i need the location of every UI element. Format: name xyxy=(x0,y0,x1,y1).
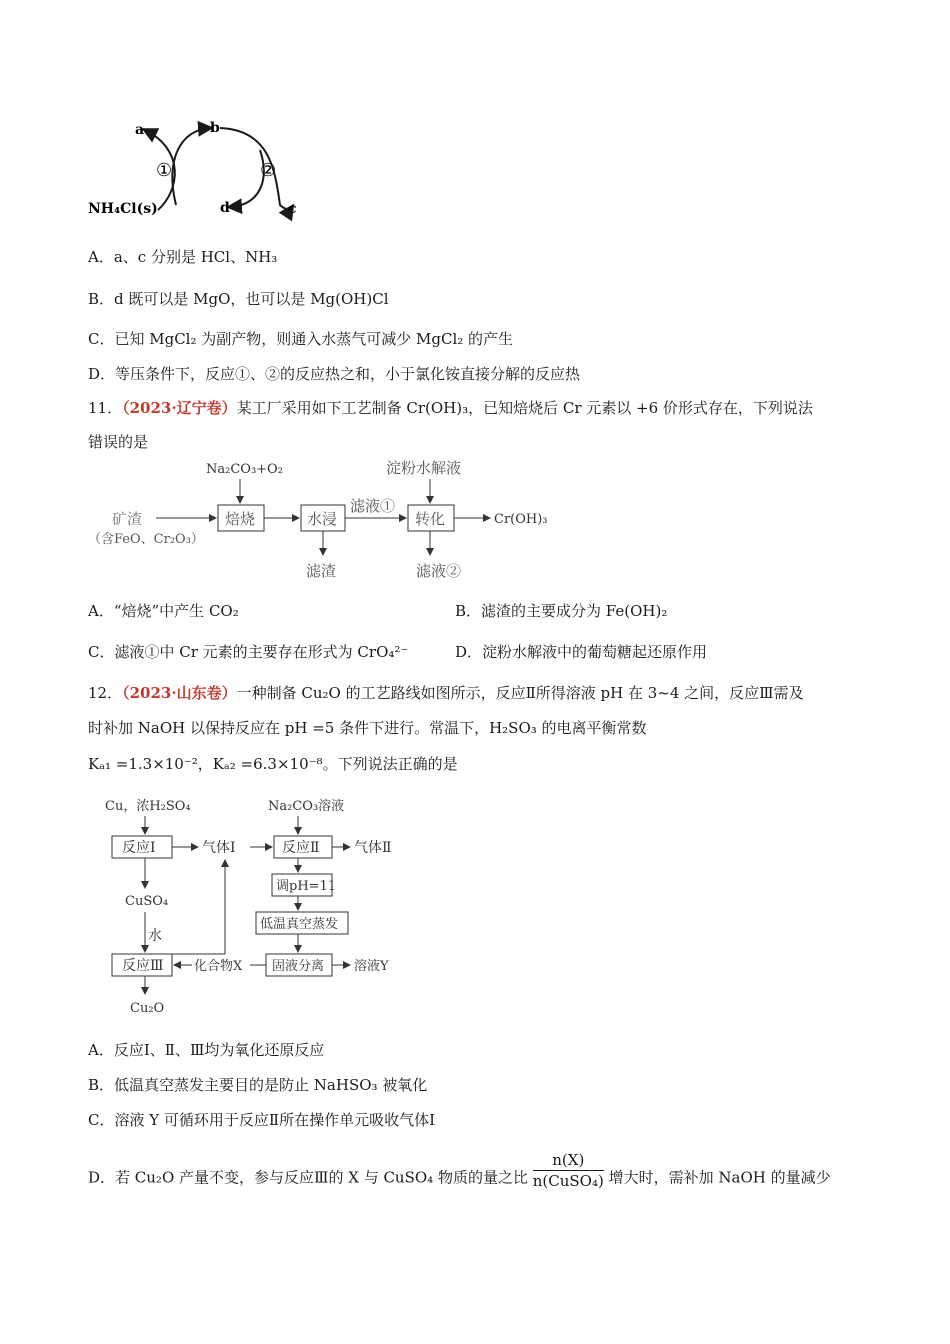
q12-cmpX: 化合物X xyxy=(194,959,243,974)
q12-solY: 溶液Y xyxy=(354,959,389,974)
q12-gas1: 气体Ⅰ xyxy=(202,840,236,856)
q12-r2-label: 反应Ⅱ xyxy=(282,840,320,856)
q12-option-d xyxy=(88,1151,831,1199)
q10-option-c: C．已知 MgCl₂ 为副产物，则通入水蒸气可减少 MgCl₂ 的产生 xyxy=(88,330,514,348)
label-a: a xyxy=(135,122,145,138)
arc-d xyxy=(230,150,264,207)
q11-option-b: B．滤渣的主要成分为 Fe(OH)₂ xyxy=(455,602,668,620)
label-step2: ② xyxy=(260,160,277,181)
q12-source: （2023·山东卷） xyxy=(122,684,237,702)
nh4cl-cycle-diagram xyxy=(80,110,320,225)
q11-option-c: C．滤液①中 Cr 元素的主要存在形式为 CrO₄²⁻ xyxy=(88,643,409,661)
q11-out1: 滤渣 xyxy=(306,562,337,580)
q12-option-a: A．反应Ⅰ、Ⅱ、Ⅲ均为氧化还原反应 xyxy=(88,1041,325,1059)
label-b: b xyxy=(210,120,220,136)
q12-gas2: 气体Ⅱ xyxy=(354,840,392,856)
q12-ph-label: 调pH=11 xyxy=(276,879,337,894)
label-reactant: NH₄Cl(s) xyxy=(88,201,158,217)
q10-option-a: A．a、c 分别是 HCl、NH₃ xyxy=(88,248,278,266)
q11-stem-text: 某工厂采用如下工艺制备 Cr(OH)₃，已知焙烧后 Cr 元素以 +6 价形式存在，下列说法 xyxy=(236,399,813,417)
q11-box3-label: 转化 xyxy=(415,510,446,528)
q11-raw1: 矿渣 xyxy=(112,510,143,528)
q12-option-d-pre: D．若 Cu₂O 产量不变，参与反应Ⅲ的 X 与 CuSO₄ 物质的量之比 xyxy=(88,1168,528,1187)
q12-in1: Cu，浓H₂SO₄ xyxy=(105,799,191,814)
arc-b xyxy=(172,128,210,205)
label-step1: ① xyxy=(156,160,173,181)
label-d: d xyxy=(220,200,230,216)
q11-stem-line2: 错误的是 xyxy=(88,433,149,451)
q12-r1-label: 反应Ⅰ xyxy=(122,840,156,856)
q11-option-a: A．“焙烧”中产生 CO₂ xyxy=(88,602,239,620)
q12-ratio-numerator: n(X) xyxy=(533,1150,604,1171)
q11-source: （2023·辽宁卷） xyxy=(122,399,237,417)
q10-option-d: D．等压条件下，反应①、②的反应热之和，小于氯化铵直接分解的反应热 xyxy=(88,365,581,383)
arc-step2 xyxy=(220,128,292,209)
q12-ratio-denominator: n(CuSO₄) xyxy=(532,1172,604,1190)
q12-r3-label: 反应Ⅲ xyxy=(122,958,164,974)
q12-in2: Na₂CO₃溶液 xyxy=(268,799,345,814)
label-c: c xyxy=(288,201,297,217)
q12-option-c: C．溶液 Y 可循环用于反应Ⅱ所在操作单元吸收气体Ⅰ xyxy=(88,1111,436,1129)
q11-box1-label: 焙烧 xyxy=(225,510,256,528)
q12-stem-line3: Kₐ₁ =1.3×10⁻²，Kₐ₂ =6.3×10⁻⁸。下列说法正确的是 xyxy=(88,755,458,773)
q11-input-top1: Na₂CO₃+O₂ xyxy=(206,462,283,477)
q10-option-b: B．d 既可以是 MgO，也可以是 Mg(OH)Cl xyxy=(88,290,389,308)
q12-stem xyxy=(88,683,804,703)
q12-stem-text: 一种制备 Cu₂O 的工艺路线如图所示，反应Ⅱ所得溶液 pH 在 3~4 之间，反应Ⅲ需及 xyxy=(236,684,804,702)
q12-option-d-post: 增大时，需补加 NaOH 的量减少 xyxy=(608,1168,831,1187)
q11-out2: 滤液② xyxy=(416,562,462,580)
q11-product: Cr(OH)₃ xyxy=(494,512,548,527)
q11-stem xyxy=(88,398,813,418)
q12-evap-label: 低温真空蒸发 xyxy=(260,917,339,932)
q12-ratio-fraction xyxy=(533,1150,604,1191)
q12-flow-diagram xyxy=(100,792,420,1022)
q11-box2-label: 水浸 xyxy=(307,510,338,528)
q12-cu2o: Cu₂O xyxy=(130,1001,165,1016)
q12-stem-line2: 时补加 NaOH 以保持反应在 pH =5 条件下进行。常温下，H₂SO₃ 的电离平衡常数 xyxy=(88,719,647,737)
q12-water: 水 xyxy=(148,928,162,944)
q12-option-b: B．低温真空蒸发主要目的是防止 NaHSO₃ 被氧化 xyxy=(88,1076,428,1094)
q11-input-top2: 淀粉水解液 xyxy=(386,459,462,477)
q11-stream1: 滤液① xyxy=(350,497,396,515)
q12-number: 12． xyxy=(88,684,123,702)
q11-raw2: （含FeO、Cr₂O₃） xyxy=(88,532,204,547)
q11-number: 11． xyxy=(88,399,123,417)
q11-flow-diagram xyxy=(88,455,588,585)
q12-cuso4: CuSO₄ xyxy=(125,894,169,909)
q11-option-d: D．淀粉水解液中的葡萄糖起还原作用 xyxy=(455,643,708,661)
q12-sep-label: 固液分离 xyxy=(272,959,325,974)
